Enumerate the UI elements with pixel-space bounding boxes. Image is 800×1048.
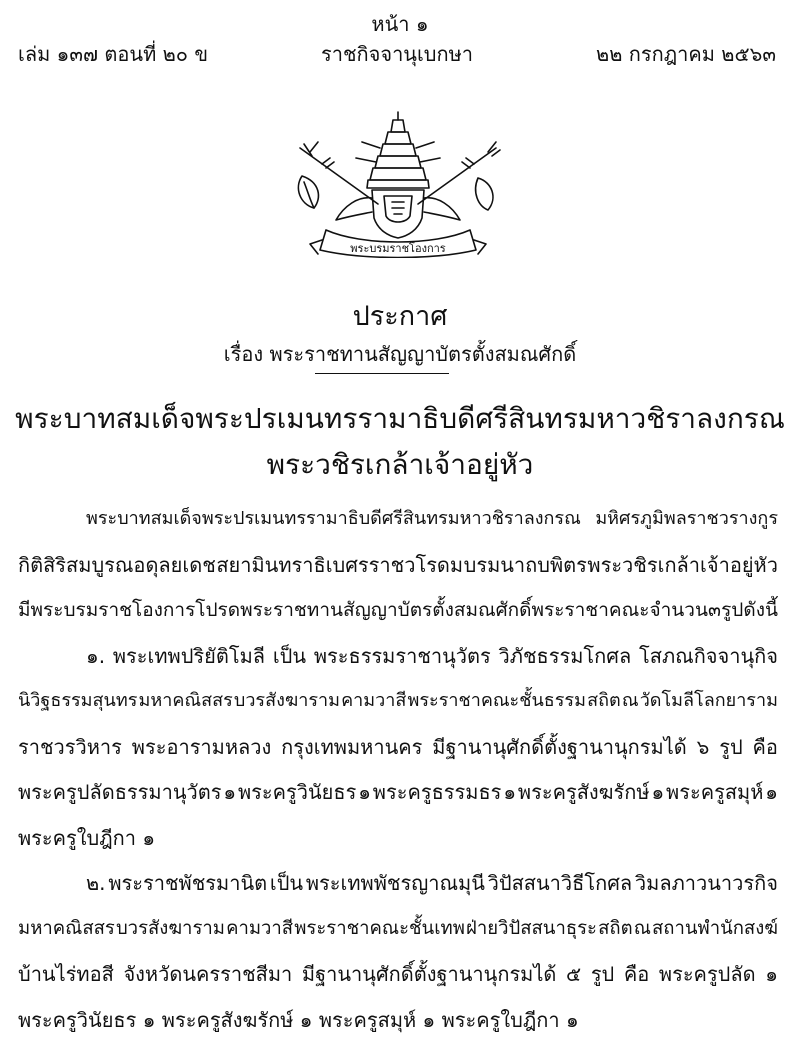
body-line: กิติสิริสมบูรณอดุลยเดช สยามินทราธิเบศรราชวโรดม บรมนาถบพิตร พระวชิรเกล้าเจ้าอยู่หัว bbox=[18, 548, 778, 594]
body-line: พระครูปลัดธรรมานุวัตร ๑ พระครูวินัยธร ๑ พระครูธรรมธร ๑ พระครูสังฆรักษ์ ๑ พระครูสมุห์ ๑ bbox=[18, 775, 778, 821]
body-line: พระครูใบฎีกา ๑ bbox=[18, 821, 778, 867]
body-line: พระครูวินัยธร ๑ พระครูสังฆรักษ์ ๑ พระครูสมุห์ ๑ พระครูใบฎีกา ๑ bbox=[18, 1003, 778, 1048]
royal-name-line: พระบาทสมเด็จพระปรเมนทรรามาธิบดีศรีสินทรมหาวชิราลงกรณ bbox=[0, 396, 800, 442]
body-line: ๑. พระเทพปริยัติโมลี เป็น พระธรรมราชานุวัตร วิภัชธรรมโกศล โสภณกิจจานุกิจ bbox=[18, 639, 778, 685]
announcement-subject: เรื่อง พระราชทานสัญญาบัตรตั้งสมณศักดิ์ bbox=[0, 338, 800, 370]
royal-name-line: พระวชิรเกล้าเจ้าอยู่หัว bbox=[0, 442, 800, 488]
publication-date: ๒๒ กรกฎาคม ๒๕๖๓ bbox=[596, 38, 776, 70]
body-line: นิวิฐธรรมสุนทร มหาคณิสสร บวรสังฆาราม คามวาสี พระราชาคณะชั้นธรรม สถิต ณ วัดโมลีโลกยาราม bbox=[18, 684, 778, 730]
announcement-body bbox=[18, 502, 778, 1048]
body-line: ราชวรวิหาร พระอารามหลวง กรุงเทพมหานคร มีฐานานุศักดิ์ตั้งฐานานุกรมได้ ๖ รูป คือ bbox=[18, 730, 778, 776]
volume-issue: เล่ม ๑๓๗ ตอนที่ ๒๐ ข bbox=[18, 38, 208, 70]
publication-name: ราชกิจจานุเบกษา bbox=[18, 38, 776, 70]
announcement-title: ประกาศ bbox=[0, 294, 800, 337]
royal-emblem-icon bbox=[292, 108, 504, 258]
body-line: มหาคณิสสร บวรสังฆาราม คามวาสี พระราชาคณะชั้นเทพ ฝ่ายวิปัสสนาธุระ สถิต ณ สถานพำนักสงฆ์ bbox=[18, 912, 778, 958]
svg-text:พระบรมราชโองการ: พระบรมราชโองการ bbox=[350, 241, 445, 255]
body-line: มีพระบรมราชโองการโปรดพระราชทานสัญญาบัตรตั้งสมณศักดิ์พระราชาคณะ จำนวน ๓ รูป ดังนี้ bbox=[18, 593, 778, 639]
body-line: พระบาทสมเด็จพระปรเมนทรรามาธิบดีศรีสินทรมหาวชิราลงกรณ มหิศรภูมิพลราชวรางกูร bbox=[18, 502, 778, 548]
body-line: บ้านไร่ทอสี จังหวัดนครราชสีมา มีฐานานุศักดิ์ตั้งฐานานุกรมได้ ๕ รูป คือ พระครูปลัด ๑ bbox=[18, 957, 778, 1003]
divider bbox=[315, 373, 449, 374]
page-number: หน้า ๑ bbox=[0, 8, 800, 40]
body-line: ๒. พระราชพัชรมานิต เป็น พระเทพพัชรญาณมุนี วิปัสสนาวิธีโกศล วิมลภาวนาวรกิจ bbox=[18, 866, 778, 912]
royal-name-heading bbox=[0, 396, 800, 488]
